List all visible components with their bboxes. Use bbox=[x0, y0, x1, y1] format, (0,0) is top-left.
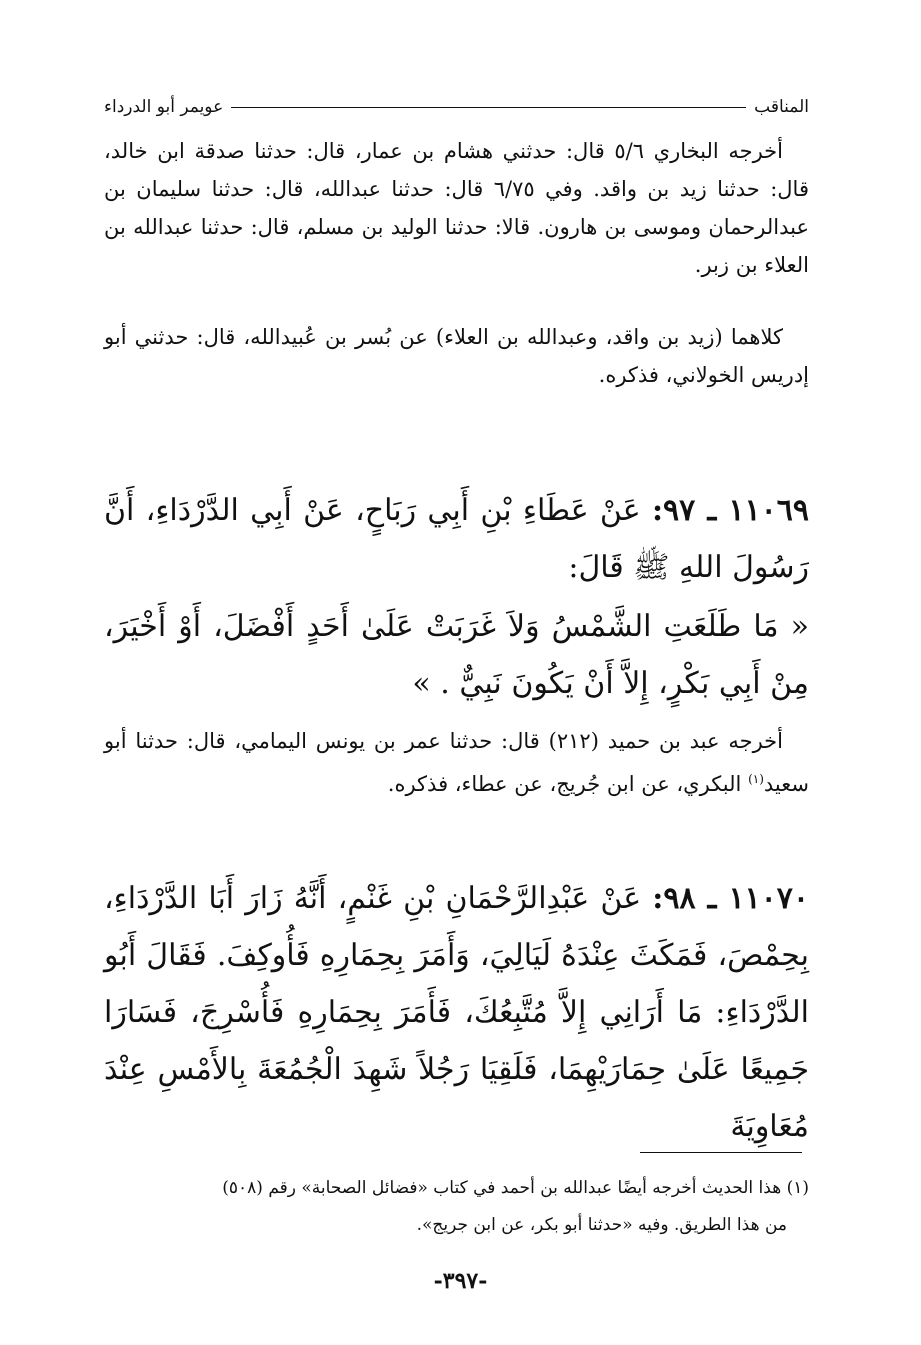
hadith-97-isnad: عَنْ عَطَاءِ بْنِ أَبِي رَبَاحٍ، عَنْ أَبِي الدَّرْدَاءِ، أَنَّ رَسُولَ اللهِ ﷺ قَالَ: bbox=[104, 493, 809, 585]
hadith-number-97: ١١٠٦٩ ـ ٩٧: bbox=[651, 493, 809, 528]
footnotes bbox=[104, 1170, 809, 1244]
takhrij-paragraph-3 bbox=[104, 722, 809, 803]
footnote-1-line-2: من هذا الطريق. وفيه «حدثنا أبو بكر، عن ابن جريج». bbox=[416, 1215, 787, 1235]
takhrij-paragraph-2: كلاهما (زيد بن واقد، وعبدالله بن العلاء) عن بُسر بن عُبيدالله، قال: حدثني أبو إدريس الخولاني، فذكره. bbox=[104, 325, 809, 387]
hadith-number-98: ١١٠٧٠ ـ ٩٨: bbox=[652, 881, 810, 916]
header-rule bbox=[231, 107, 746, 108]
takhrij-3-part-a: أخرجه عبد بن حميد (٢١٢) قال: حدثنا عمر بن يونس اليمامي، قال: حدثنا أبو سعيد bbox=[104, 729, 809, 796]
page-number: -٣٩٧- bbox=[433, 1268, 488, 1294]
takhrij-paragraph-1: أخرجه البخاري ٥/٦ قال: حدثني هشام بن عمار، قال: حدثنا صدقة ابن خالد، قال: حدثنا زيد بن واقد. وفي ٦/٧٥ قال: حدثنا عبدالله، قال: حدثنا سليمان بن عبدالرحمان وموسى بن هارون. قالا: حدثنا الوليد بن مسلم، قال: حدثنا عبدالله بن العلاء بن زبر. bbox=[104, 139, 809, 277]
footnote-divider bbox=[640, 1152, 802, 1153]
footnote-ref-1: (١) bbox=[748, 772, 764, 786]
hadith-98-text: عَنْ عَبْدِالرَّحْمَانِ بْنِ غَنْمٍ، أَنَّهُ زَارَ أَبَا الدَّرْدَاءِ، بِحِمْصَ، فَمَكَثَ عِنْدَهُ لَيَالِيَ، وَأَمَرَ بِحِمَارِهِ فَأُوكِفَ. فَقَالَ أَبُو الدَّرْدَاءِ: مَا أَرَانِي إِلاَّ مُتَّبِعُكَ، فَأَمَرَ بِحِمَارِهِ فَأُسْرِجَ، فَسَارَا جَمِيعًا عَلَىٰ حِمَارَيْهِمَا، فَلَقِيَا رَجُلاً شَهِدَ الْجُمُعَةَ بِالأَمْسِ عِنْدَ مُعَاوِيَةَ bbox=[104, 881, 809, 1144]
header-chapter-title: عويمر أبو الدرداء bbox=[104, 97, 224, 117]
hadith-97-matn: « مَا طَلَعَتِ الشَّمْسُ وَلاَ غَرَبَتْ عَلَىٰ أَحَدٍ أَفْضَلَ، أَوْ أَخْيَرَ، مِنْ أَبِي بَكْرٍ، إِلاَّ أَنْ يَكُونَ نَبِيٌّ . » bbox=[104, 609, 809, 701]
takhrij-3-part-b: البكري، عن ابن جُريج، عن عطاء، فذكره. bbox=[387, 772, 742, 796]
running-header bbox=[104, 92, 809, 122]
hadith-98 bbox=[104, 870, 809, 1155]
header-section-title: المناقب bbox=[754, 97, 809, 117]
footnote-1-line-1: (١) هذا الحديث أخرجه أيضًا عبدالله بن أحمد في كتاب «فضائل الصحابة» رقم (٥٠٨) bbox=[222, 1178, 809, 1198]
hadith-97 bbox=[104, 482, 809, 596]
